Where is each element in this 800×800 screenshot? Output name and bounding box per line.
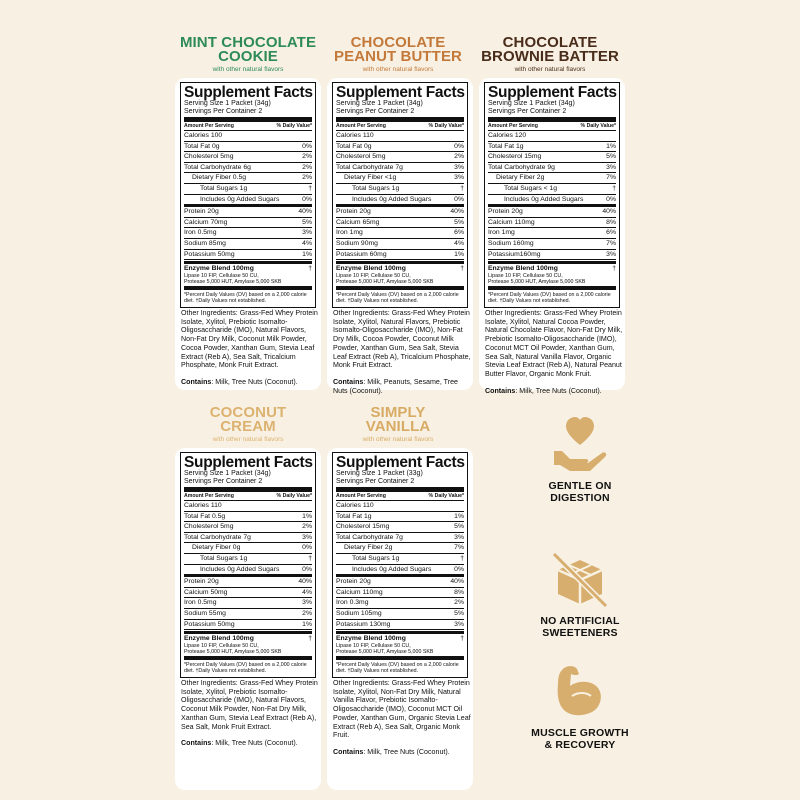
nutrient-row: Cholesterol 15mg 5% — [488, 152, 616, 163]
flavor-subtitle: with other natural flavors — [212, 436, 284, 443]
nutrient-row: Includes 0g Added Sugars 0% — [488, 195, 616, 206]
enzyme-detail: Protease 5,000 HUT, Amylase 5,000 SKB — [488, 279, 586, 286]
panel-vanilla — [327, 448, 473, 790]
enzyme-detail: Protease 5,000 HUT, Amylase 5,000 SKB — [336, 649, 434, 656]
supplement-facts-label — [332, 452, 468, 678]
flavor-heading-peanut — [323, 36, 473, 73]
benefit-muscle-growth — [510, 660, 650, 751]
amount-header-row: Amount Per Serving % Daily Value* — [336, 493, 464, 499]
nutrient-row: Total Sugars < 1g † — [488, 184, 616, 195]
panel-brownie — [479, 78, 625, 395]
nutrient-row: Sodium 105mg 5% — [336, 609, 464, 620]
flavor-name-line2: BROWNIE BATTER — [481, 48, 619, 65]
servings-per-container: Servings Per Container 2 — [336, 477, 415, 485]
supplement-facts-title: Supplement Facts — [184, 84, 313, 101]
benefit-gentle-digestion — [510, 415, 650, 504]
supplement-facts-label — [332, 82, 468, 308]
divider-thick — [336, 286, 464, 290]
enzyme-detail: Lipase 10 FIP, Cellulase 50 CU, — [184, 273, 259, 280]
nutrient-row: Cholesterol 5mg 2% — [184, 522, 312, 533]
dv-footnote: *Percent Daily Values (DV) based on a 2,000 calorie diet. †Daily Values not established. — [488, 292, 611, 305]
panel-coconut — [175, 448, 321, 790]
nutrient-row: Potassium 130mg 3% — [336, 620, 464, 631]
allergen-contains: Contains: Milk, Tree Nuts (Coconut). — [181, 378, 298, 386]
divider-medium — [488, 261, 616, 264]
flavor-subtitle: with other natural flavors — [362, 436, 434, 443]
divider-thick — [336, 117, 464, 122]
nutrient-row: Total Fat 1g 1% — [488, 142, 616, 153]
nutrient-row: Cholesterol 5mg 2% — [184, 152, 312, 163]
flavor-name-line1: CHOCOLATE — [350, 34, 446, 51]
nutrient-row: Total Sugars 1g † — [336, 184, 464, 195]
flavor-name-line1: CHOCOLATE — [502, 34, 598, 51]
nutrient-row: Potassium 60mg 1% — [336, 250, 464, 261]
benefit-no-artificial-sweeteners — [510, 548, 650, 639]
nutrient-row: Potassium 50mg 1% — [184, 250, 312, 261]
enzyme-detail: Protease 5,000 HUT, Amylase 5,000 SKB — [336, 279, 434, 286]
serving-size: Serving Size 1 Packet (34g) — [184, 470, 271, 477]
hand-heart-icon — [548, 415, 612, 477]
servings-per-container: Servings Per Container 2 — [336, 107, 415, 115]
flavor-heading-vanilla — [323, 406, 473, 443]
nutrient-row: Protein 20g 40% — [336, 207, 464, 218]
divider-medium — [336, 261, 464, 264]
divider-thick — [184, 656, 312, 660]
nutrient-row: Total Carbohydrate 7g 3% — [336, 163, 464, 174]
nutrient-row: Includes 0g Added Sugars 0% — [336, 195, 464, 206]
amount-header-row: Amount Per Serving % Daily Value* — [336, 123, 464, 129]
nutrient-row: Total Fat 0g 0% — [184, 142, 312, 153]
enzyme-detail: Lipase 10 FIP, Cellulase 50 CU, — [488, 273, 563, 280]
nutrient-row: Calories 110 — [336, 131, 464, 142]
divider-medium — [184, 631, 312, 634]
nutrient-row: Calcium 70mg 5% — [184, 218, 312, 229]
supplement-facts-label — [180, 452, 316, 678]
nutrient-row: Protein 20g 40% — [488, 207, 616, 218]
enzyme-blend-row: Enzyme Blend 100mg † — [488, 265, 616, 273]
flavor-name-line1: MINT CHOCOLATE — [179, 34, 317, 51]
servings-per-container: Servings Per Container 2 — [488, 107, 567, 115]
benefit-label-line1: MUSCLE GROWTH — [531, 727, 629, 739]
nutrient-row: Total Carbohydrate 9g 3% — [488, 163, 616, 174]
nutrient-row: Calcium 65mg 5% — [336, 218, 464, 229]
flavor-name-line1: SIMPLY — [370, 404, 426, 421]
divider-thick — [488, 286, 616, 290]
benefit-label-line1: GENTLE ON — [548, 480, 612, 492]
other-ingredients: Other Ingredients: Grass-Fed Whey Protein Isolate, Xylitol, Non-Fat Dry Milk, Natural Vanilla Flavor, Prebiotic Isomalto-Oligosaccharide (IMO), Coconut MCT Oil Powder, Xanthan Gum, Organic Stevia Leaf Extract (Reb A), Sea Salt, Organic Monk Fruit. — [333, 679, 471, 740]
nutrient-row: Sodium 55mg 2% — [184, 609, 312, 620]
nutrient-row: Protein 20g 40% — [336, 577, 464, 588]
nutrient-row: Cholesterol 15mg 5% — [336, 522, 464, 533]
panel-mint — [175, 78, 321, 390]
enzyme-detail: Lipase 10 FIP, Cellulase 50 CU, — [336, 273, 411, 280]
serving-size: Serving Size 1 Packet (34g) — [336, 100, 423, 107]
nutrient-row: Total Carbohydrate 6g 2% — [184, 163, 312, 174]
nutrient-row: Sodium 90mg 4% — [336, 239, 464, 250]
nutrient-row: Total Fat 0.5g 1% — [184, 512, 312, 523]
enzyme-blend-row: Enzyme Blend 100mg † — [184, 635, 312, 643]
nutrient-row: Calcium 110mg 8% — [488, 218, 616, 229]
flavor-heading-mint — [173, 36, 323, 73]
flavor-name-line2: VANILLA — [365, 418, 431, 435]
nutrient-row: Total Sugars 1g † — [184, 184, 312, 195]
amount-header-row: Amount Per Serving % Daily Value* — [488, 123, 616, 129]
supplement-facts-label — [180, 82, 316, 308]
divider-thick — [184, 117, 312, 122]
flavor-subtitle: with other natural flavors — [212, 66, 284, 73]
divider-medium — [184, 261, 312, 264]
amount-header-row: Amount Per Serving % Daily Value* — [184, 493, 312, 499]
enzyme-detail: Protease 5,000 HUT, Amylase 5,000 SKB — [184, 649, 282, 656]
benefit-label-line2: SWEETENERS — [542, 626, 618, 639]
other-ingredients: Other Ingredients: Grass-Fed Whey Protein Isolate, Xylitol, Prebiotic Isomalto-Oligosaccharide (IMO), Natural Flavors, Non-Fat Dry Milk, Coconut Milk Powder, Cocoa Powder, Xanthan Gum, Stevia Leaf Extract (Reb A), Sea Salt, Tricalcium Phosphate, Monk Fruit Extract. — [181, 309, 318, 370]
nutrient-row: Total Carbohydrate 7g 3% — [184, 533, 312, 544]
nutrient-row: Calories 110 — [336, 501, 464, 512]
supplement-facts-title: Supplement Facts — [336, 84, 465, 101]
nutrient-row: Includes 0g Added Sugars 0% — [336, 565, 464, 576]
nutrient-row: Iron 0.3mg 2% — [336, 598, 464, 609]
no-sugar-cube-icon — [548, 548, 612, 612]
enzyme-detail: Lipase 10 FIP, Cellulase 50 CU, — [336, 643, 411, 650]
servings-per-container: Servings Per Container 2 — [184, 477, 263, 485]
nutrient-row: Calories 120 — [488, 131, 616, 142]
benefit-label-line2: DIGESTION — [550, 491, 610, 504]
allergen-contains: Contains: Milk, Peanuts, Sesame, Tree Nuts (Coconut). — [333, 378, 458, 395]
divider-thick — [184, 286, 312, 290]
flavor-subtitle: with other natural flavors — [362, 66, 434, 73]
nutrient-row: Calcium 110mg 8% — [336, 588, 464, 599]
nutrient-row: Calcium 50mg 4% — [184, 588, 312, 599]
divider-thick — [336, 487, 464, 492]
nutrient-row: Includes 0g Added Sugars 0% — [184, 195, 312, 206]
nutrient-row: Calories 110 — [184, 501, 312, 512]
supplement-facts-title: Supplement Facts — [184, 454, 313, 471]
nutrient-row: Total Fat 1g 1% — [336, 512, 464, 523]
nutrient-row: Protein 20g 40% — [184, 207, 312, 218]
nutrient-row: Dietary Fiber 0g 0% — [184, 543, 312, 554]
nutrient-row: Cholesterol 5mg 2% — [336, 152, 464, 163]
nutrient-row: Protein 20g 40% — [184, 577, 312, 588]
nutrient-row: Includes 0g Added Sugars 0% — [184, 565, 312, 576]
flexed-arm-icon — [548, 660, 612, 724]
flavor-heading-brownie — [475, 36, 625, 73]
supplement-facts-title: Supplement Facts — [336, 454, 465, 471]
divider-thick — [184, 487, 312, 492]
other-ingredients: Other Ingredients: Grass-Fed Whey Protein Isolate, Xylitol, Prebiotic Isomalto-Oligosaccharide (IMO), Natural Flavors, Coconut Milk Powder, Non-Fat Dry Milk, Xanthan Gum, Stevia Leaf Extract (Reb A), Sea Salt, Monk Fruit Extract. — [181, 679, 318, 731]
dv-footnote: *Percent Daily Values (DV) based on a 2,000 calorie diet. †Daily Values not established. — [184, 662, 307, 675]
nutrient-row: Iron 0.5mg 3% — [184, 228, 312, 239]
nutrient-row: Sodium 160mg 7% — [488, 239, 616, 250]
serving-size: Serving Size 1 Packet (33g) — [336, 470, 423, 477]
enzyme-detail: Protease 5,000 HUT, Amylase 5,000 SKB — [184, 279, 282, 286]
nutrient-row: Dietary Fiber 2g 7% — [488, 173, 616, 184]
dv-footnote: *Percent Daily Values (DV) based on a 2,000 calorie diet. †Daily Values not established. — [184, 292, 307, 305]
allergen-contains: Contains: Milk, Tree Nuts (Coconut). — [333, 748, 450, 756]
other-ingredients: Other Ingredients: Grass-Fed Whey Protein Isolate, Xylitol, Natural Cocoa Powder, Natural Chocolate Flavor, Non-Fat Dry Milk, Prebiotic Isomalto-Oligosaccharide (IMO), Coconut MCT Oil Powder, Xanthan Gum, Sea Salt, Natural Vanilla Flavor, Organic Stevia Leaf Extract (Reb A), Natural Peanut Butter Flavor, Organic Monk Fruit. — [485, 309, 623, 378]
divider-thick — [488, 117, 616, 122]
servings-per-container: Servings Per Container 2 — [184, 107, 263, 115]
panel-peanut — [327, 78, 473, 395]
flavor-heading-coconut — [173, 406, 323, 443]
nutrient-row: Total Fat 0g 0% — [336, 142, 464, 153]
benefit-label-line2: & RECOVERY — [544, 738, 616, 751]
flavor-name-line2: COOKIE — [218, 48, 278, 65]
allergen-contains: Contains: Milk, Tree Nuts (Coconut). — [485, 387, 602, 395]
nutrient-row: Potassium160mg 3% — [488, 250, 616, 261]
nutrient-row: Sodium 85mg 4% — [184, 239, 312, 250]
divider-medium — [336, 631, 464, 634]
enzyme-blend-row: Enzyme Blend 100mg † — [336, 265, 464, 273]
serving-size: Serving Size 1 Packet (34g) — [184, 100, 271, 107]
supplement-facts-title: Supplement Facts — [488, 84, 617, 101]
benefit-label-line1: NO ARTIFICIAL — [540, 615, 620, 627]
flavor-name-line2: CREAM — [220, 418, 276, 435]
serving-size: Serving Size 1 Packet (34g) — [488, 100, 575, 107]
nutrient-row: Dietary Fiber <1g 3% — [336, 173, 464, 184]
nutrient-row: Total Sugars 1g † — [184, 554, 312, 565]
divider-thick — [336, 656, 464, 660]
nutrient-row: Calories 100 — [184, 131, 312, 142]
nutrient-row: Iron 0.5mg 3% — [184, 598, 312, 609]
nutrient-row: Potassium 50mg 1% — [184, 620, 312, 631]
flavor-name-line2: PEANUT BUTTER — [334, 48, 462, 65]
allergen-contains: Contains: Milk, Tree Nuts (Coconut). — [181, 739, 298, 747]
nutrient-row: Total Sugars 1g † — [336, 554, 464, 565]
amount-header-row: Amount Per Serving % Daily Value* — [184, 123, 312, 129]
dv-footnote: *Percent Daily Values (DV) based on a 2,000 calorie diet. †Daily Values not established. — [336, 662, 459, 675]
flavor-subtitle: with other natural flavors — [514, 66, 586, 73]
nutrient-row: Dietary Fiber 0.5g 2% — [184, 173, 312, 184]
nutrient-row: Iron 1mg 6% — [336, 228, 464, 239]
enzyme-blend-row: Enzyme Blend 100mg † — [336, 635, 464, 643]
enzyme-detail: Lipase 10 FIP, Cellulase 50 CU, — [184, 643, 259, 650]
nutrient-row: Total Carbohydrate 7g 3% — [336, 533, 464, 544]
nutrient-row: Iron 1mg 6% — [488, 228, 616, 239]
supplement-facts-label — [484, 82, 620, 308]
other-ingredients: Other Ingredients: Grass-Fed Whey Protein Isolate, Xylitol, Natural Flavors, Prebiotic Isomalto-Oligosaccharide (IMO), Non-Fat Dry Milk, Cocoa Powder, Coconut Milk Powder, Xanthan Gum, Sea Salt, Stevia Leaf Extract (Reb A), Tricalcium Phosphate, Monk Fruit Extract. — [333, 309, 471, 370]
nutrient-row: Dietary Fiber 2g 7% — [336, 543, 464, 554]
flavor-name-line1: COCONUT — [209, 404, 287, 421]
dv-footnote: *Percent Daily Values (DV) based on a 2,000 calorie diet. †Daily Values not established. — [336, 292, 459, 305]
enzyme-blend-row: Enzyme Blend 100mg † — [184, 265, 312, 273]
